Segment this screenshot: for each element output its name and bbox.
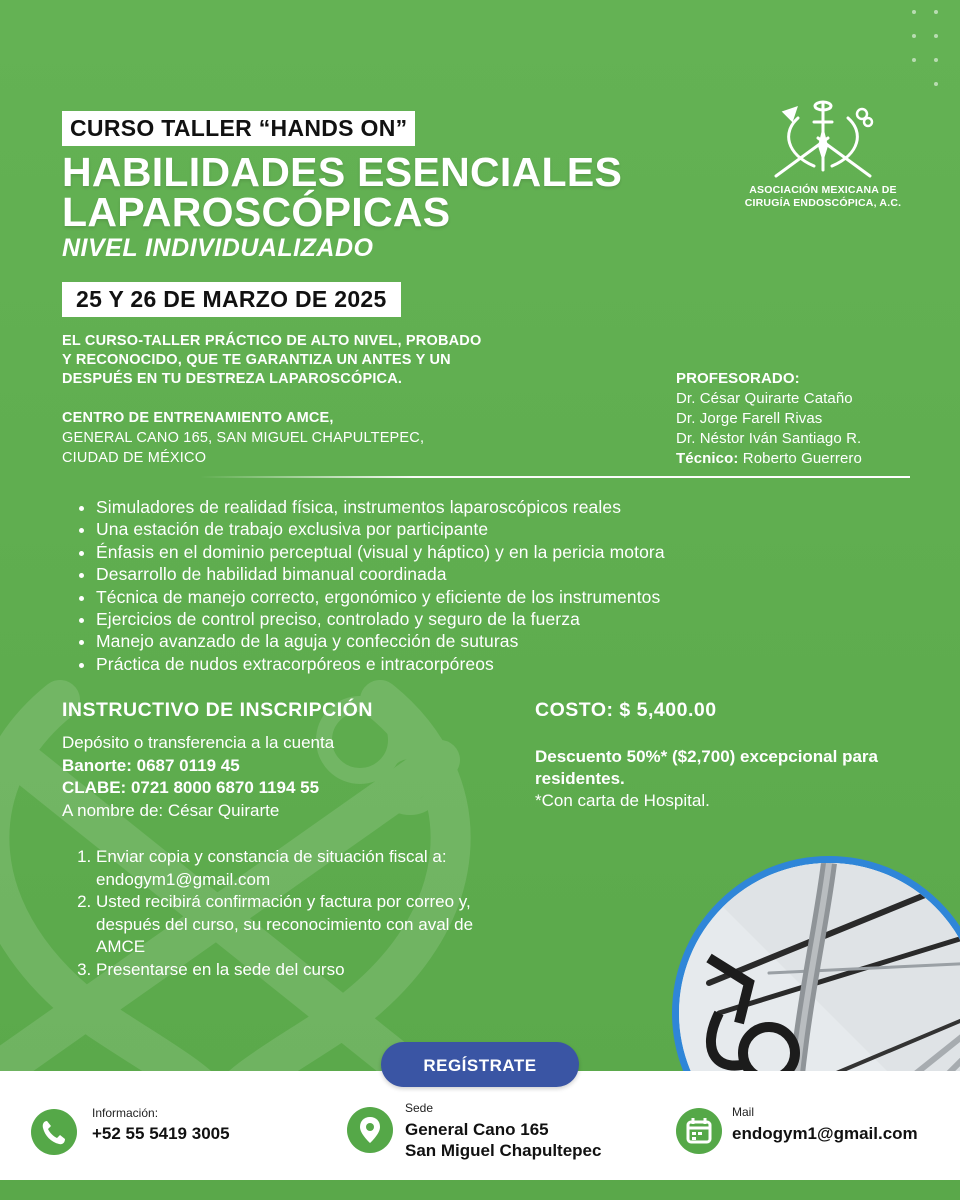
list-item: • Técnica de manejo correcto, ergonómico y eficiente de los instrumentos	[96, 586, 665, 608]
list-item: • Manejo avanzado de la aguja y confección de suturas	[96, 630, 665, 652]
discount-note: *Con carta de Hospital.	[535, 791, 710, 810]
venue-address-line2: San Miguel Chapultepec	[405, 1141, 602, 1160]
registration-title: INSTRUCTIVO DE INSCRIPCIÓN	[62, 699, 373, 721]
faculty-member: Dr. Néstor Iván Santiago R.	[676, 430, 862, 447]
registration-steps	[76, 846, 516, 981]
faculty-member: Dr. César Quirarte Cataño	[676, 390, 853, 407]
venue-address-line1: General Cano 165	[405, 1120, 549, 1139]
intro-line1: EL CURSO-TALLER PRÁCTICO DE ALTO NIVEL, PROBADO	[62, 333, 482, 349]
footer-mail	[660, 1071, 960, 1180]
list-item: • Una estación de trabajo exclusiva por participante	[96, 518, 665, 540]
venue-name: CENTRO DE ENTRENAMIENTO AMCE,	[62, 410, 334, 426]
faculty-technician	[676, 449, 936, 469]
features-list	[78, 496, 665, 675]
list-item: 2. Usted recibirá confirmación y factura por correo y, después del curso, su reconocimiento con aval de AMCE	[96, 891, 516, 959]
venue-label: Sede	[405, 1101, 434, 1115]
email-address[interactable]: endogym1@gmail.com	[732, 1124, 918, 1143]
amce-emblem-icon	[768, 96, 878, 180]
decorative-dots	[906, 8, 946, 92]
deposit-text: Depósito o transferencia a la cuenta	[62, 733, 335, 752]
list-item: 3. Presentarse en la sede del curso	[96, 959, 516, 982]
registration-payment	[62, 732, 502, 822]
location-pin-icon	[347, 1107, 393, 1153]
register-button[interactable]: REGÍSTRATE	[381, 1042, 579, 1087]
account-holder: A nombre de: César Quirarte	[62, 800, 280, 820]
mail-label: Mail	[732, 1105, 755, 1119]
course-subtitle: NIVEL INDIVIDUALIZADO	[62, 234, 374, 262]
amce-logo-line1: ASOCIACIÓN MEXICANA DE	[749, 184, 897, 196]
course-title-line2: LAPAROSCÓPICAS	[62, 189, 451, 235]
amce-logo	[738, 96, 908, 210]
faculty-block	[676, 369, 936, 469]
phone-number[interactable]: +52 55 5419 3005	[92, 1124, 230, 1143]
list-item: • Desarrollo de habilidad bimanual coordinada	[96, 563, 665, 585]
footer-strip	[0, 1180, 960, 1200]
course-type-tag: CURSO TALLER “HANDS ON”	[62, 111, 415, 146]
calendar-icon	[676, 1108, 722, 1154]
list-item: • Énfasis en el dominio perceptual (visual y háptico) y en la pericia motora	[96, 541, 665, 563]
divider	[200, 476, 910, 478]
faculty-heading: PROFESORADO:	[676, 370, 800, 387]
intro-line3: DESPUÉS EN TU DESTREZA LAPAROSCÓPICA.	[62, 371, 403, 387]
technician-label: Técnico:	[676, 450, 739, 467]
list-item: • Ejercicios de control preciso, controlado y seguro de la fuerza	[96, 608, 665, 630]
footer-contact	[0, 1071, 320, 1180]
list-item: • Simuladores de realidad física, instrumentos laparoscópicos reales	[96, 496, 665, 518]
venue-block	[62, 408, 562, 468]
amce-logo-line2: CIRUGÍA ENDOSCÓPICA, A.C.	[744, 197, 902, 209]
list-item: • Práctica de nudos extracorpóreos e intracorpóreos	[96, 653, 665, 675]
faculty-member: Dr. Jorge Farell Rivas	[676, 410, 823, 427]
clabe-number: CLABE: 0721 8000 6870 1194 55	[62, 778, 320, 797]
list-item: 1. Enviar copia y constancia de situación fiscal a: endogym1@gmail.com	[96, 846, 516, 891]
phone-icon	[31, 1109, 77, 1155]
venue-address1: GENERAL CANO 165, SAN MIGUEL CHAPULTEPEC,	[62, 430, 425, 446]
intro-line2: Y RECONOCIDO, QUE TE GARANTIZA UN ANTES Y UN	[62, 352, 451, 368]
course-title-line1: HABILIDADES ESENCIALES	[62, 149, 623, 195]
course-title	[62, 149, 623, 235]
venue-address2: CIUDAD DE MÉXICO	[62, 450, 207, 466]
course-date: 25 Y 26 DE MARZO DE 2025	[62, 282, 401, 317]
technician-name: Roberto Guerrero	[742, 450, 862, 467]
discount-block	[535, 746, 925, 812]
info-label: Información:	[92, 1106, 159, 1120]
course-cost: COSTO: $ 5,400.00	[535, 699, 717, 721]
amce-logo-text	[738, 184, 908, 210]
discount-text: Descuento 50%* ($2,700) excepcional para residentes.	[535, 747, 878, 788]
course-intro	[62, 332, 592, 389]
bank-account: Banorte: 0687 0119 45	[62, 755, 240, 775]
